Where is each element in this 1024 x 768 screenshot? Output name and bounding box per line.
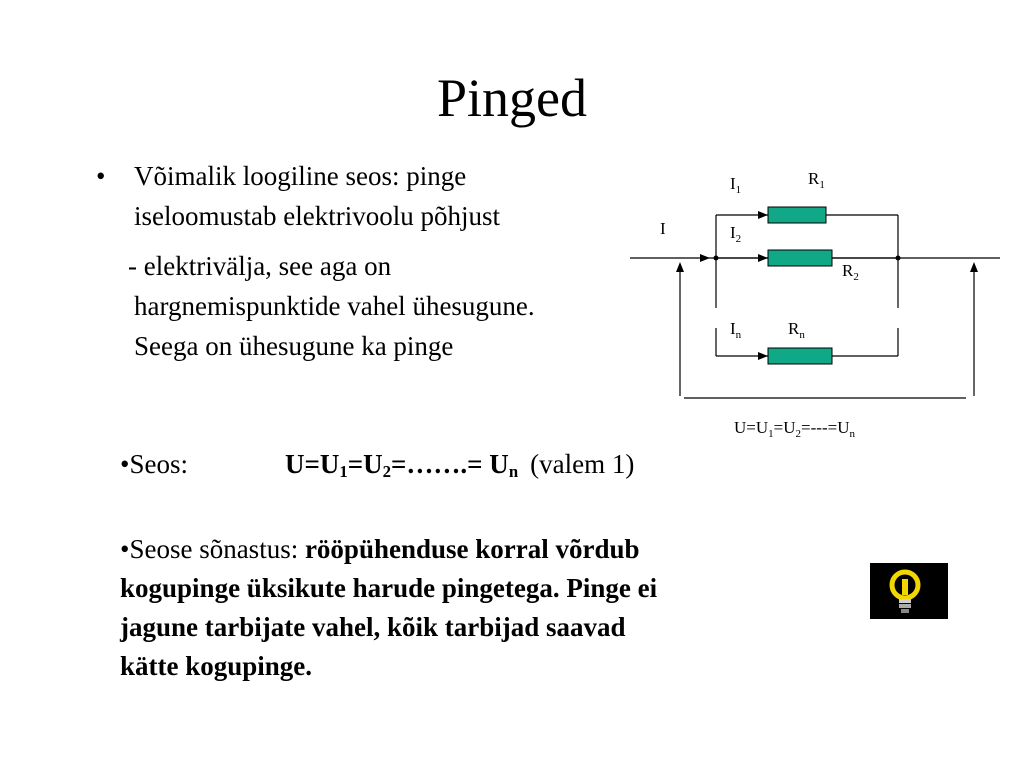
svg-text:R2 bbox=[842, 261, 859, 283]
statement-bold-1: rööpühenduse korral võrdub bbox=[304, 534, 640, 564]
label-in: I bbox=[730, 319, 736, 338]
lightbulb-icon[interactable] bbox=[870, 563, 948, 619]
svg-text:I1 bbox=[730, 174, 741, 196]
slide-title: Pinged bbox=[436, 68, 587, 128]
bullet-marker: • bbox=[96, 161, 106, 191]
bullet-line-1: Võimalik loogiline seos: pinge bbox=[134, 161, 467, 191]
svg-text:Rn bbox=[788, 319, 805, 341]
formula-sub: 1 bbox=[339, 462, 348, 482]
statement-prefix: •Seose sõnastus: bbox=[120, 534, 305, 564]
formula-part: =U bbox=[347, 449, 383, 479]
formula-part: U=U bbox=[285, 449, 340, 479]
statement-bold-3: jagune tarbijate vahel, kõik tarbijad saavad bbox=[120, 612, 626, 642]
seos-formula-line bbox=[120, 446, 820, 482]
label-rn: R bbox=[788, 319, 800, 338]
eq-sub: 1 bbox=[768, 428, 774, 440]
label-i2-sub: 2 bbox=[735, 233, 742, 245]
eq-sub: 2 bbox=[795, 428, 802, 440]
eq-sub: n bbox=[849, 428, 855, 440]
label-i1-sub: 1 bbox=[735, 184, 742, 196]
label-i1: I bbox=[730, 174, 736, 193]
eq-part: =---=U bbox=[801, 418, 850, 437]
seos-label: •Seos: bbox=[120, 449, 188, 479]
label-i-main: I bbox=[660, 219, 666, 238]
svg-text:R1 bbox=[808, 169, 825, 191]
label-r1-sub: 1 bbox=[819, 179, 825, 191]
label-r2-sub: 2 bbox=[853, 271, 859, 283]
formula bbox=[285, 449, 519, 482]
main-bullet bbox=[134, 156, 634, 236]
parallel-circuit-diagram bbox=[630, 160, 1010, 450]
label-r2: R bbox=[842, 261, 854, 280]
label-rn-sub: n bbox=[799, 329, 805, 341]
formula-sub: n bbox=[508, 462, 519, 482]
eq-part: =U bbox=[773, 418, 796, 437]
bullet-line-2: iseloomustab elektrivoolu põhjust bbox=[134, 201, 500, 231]
svg-text:In bbox=[730, 319, 742, 341]
svg-text:I2 bbox=[730, 223, 741, 245]
seos-statement bbox=[120, 530, 820, 686]
formula-note: (valem 1) bbox=[530, 449, 635, 479]
statement-bold-4: kätte kogupinge. bbox=[120, 651, 313, 681]
label-i2: I bbox=[730, 223, 736, 242]
sub-line-1: - elektriväljа, see aga on bbox=[128, 251, 392, 281]
label-r1: R bbox=[808, 169, 820, 188]
sub-paragraph bbox=[128, 246, 648, 366]
formula-sub: 2 bbox=[382, 462, 392, 482]
statement-bold-2: kogupinge üksikute harude pingetega. Pinge ei bbox=[120, 573, 658, 603]
sub-line-2: hargnemispunktide vahel ühesugune. bbox=[134, 291, 535, 321]
label-in-sub: n bbox=[735, 329, 742, 341]
voltage-equation bbox=[734, 418, 855, 440]
formula-part: =…….= U bbox=[391, 449, 509, 479]
eq-part: U=U bbox=[734, 418, 769, 437]
sub-line-3: Seega on ühesugune ka pinge bbox=[134, 331, 454, 361]
